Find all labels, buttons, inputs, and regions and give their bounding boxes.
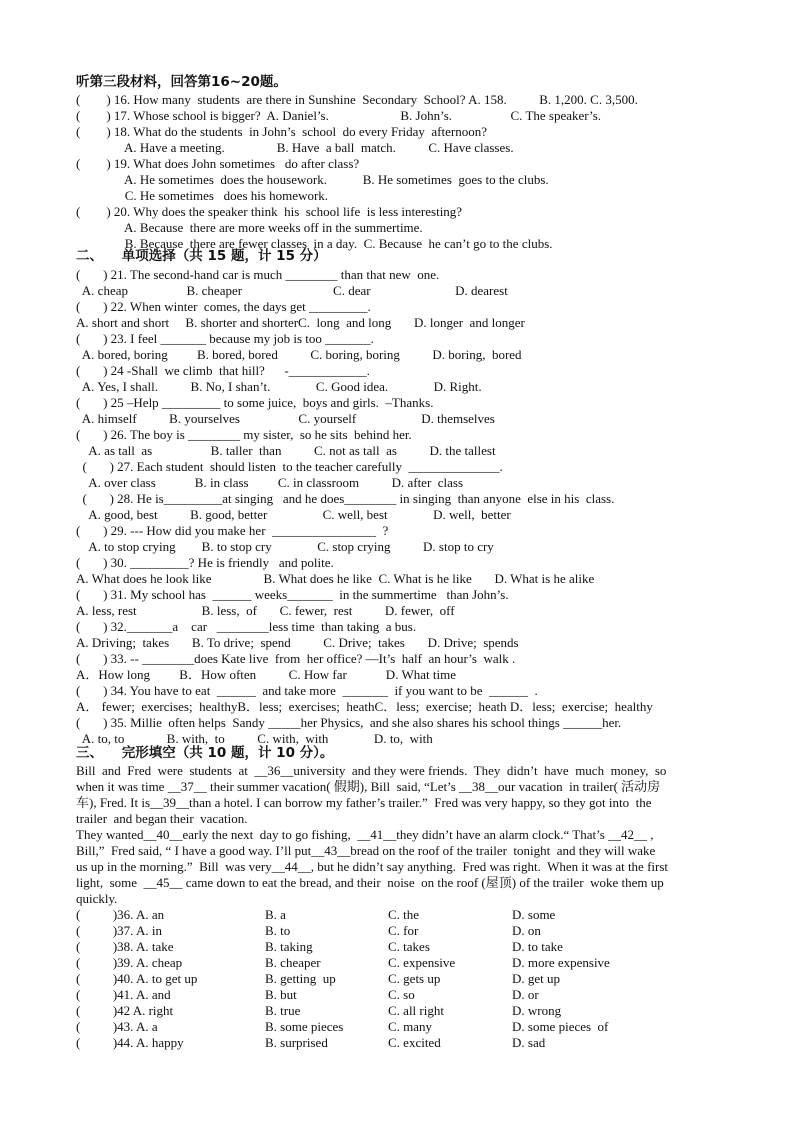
listening-line: A. Have a meeting. B. Have a ball match. C. Have classes. xyxy=(76,140,514,155)
question-options: A. himself B. yourselves C. yourself D. themselves xyxy=(76,411,495,426)
cloze-line: when it was time __37__ their summer vacation( 假期), Bill said, “Let’s __38__our vacation in trailer( 活动房 xyxy=(76,779,661,794)
cloze-option-d: D. some xyxy=(512,907,556,922)
question-options: A. good, best B. good, better C. well, best D. well, better xyxy=(76,507,511,522)
question-stem: ( ) 27. Each student should listen to the teacher carefully ______________. xyxy=(76,459,503,474)
cloze-option-row xyxy=(76,987,791,1003)
cloze-line: us up in the morning.” Bill was very__44__, but he didn’t say anything. Fred was right. When it was at the first xyxy=(76,859,669,874)
cloze-option-d: D. on xyxy=(512,923,541,938)
question-options: A. as tall as B. taller than C. not as tall as D. the tallest xyxy=(76,443,496,458)
question-options: A. What does he look like B. What does he like C. What is he like D. What is he alike xyxy=(76,571,595,586)
cloze-line: trailer and began their vacation. xyxy=(76,811,248,826)
cloze-option-num: ( )40. A. to get up xyxy=(76,971,198,986)
question-stem: ( ) 23. I feel _______ because my job is too _______. xyxy=(76,331,374,346)
question-options: A. cheap B. cheaper C. dear D. dearest xyxy=(76,283,508,298)
cloze-option-c: C. gets up xyxy=(388,971,441,986)
cloze-option-row xyxy=(76,907,791,923)
cloze-option-num: ( )42 A. right xyxy=(76,1003,174,1018)
question-stem: ( ) 34. You have to eat ______ and take more _______ if you want to be ______ . xyxy=(76,683,538,698)
question-options: A． fewer; exercises; healthyB．less; exercises; heathC．less; exercise; heath D．less; exercise; healthy xyxy=(76,699,653,714)
question-stem: ( ) 32._______a car ________less time than taking a bus. xyxy=(76,619,417,634)
cloze-line: Bill,” Fred said, “ I have a good way. I’ll put__43__bread on the roof of the trailer tonight and they will wake xyxy=(76,843,656,858)
cloze-option-row xyxy=(76,923,791,939)
cloze-option-b: B. some pieces xyxy=(265,1019,344,1034)
listening-line: ( ) 19. What does John sometimes do after class? xyxy=(76,156,360,171)
question-stem: ( ) 21. The second-hand car is much ________ than that new one. xyxy=(76,267,440,282)
cloze-option-d: D. wrong xyxy=(512,1003,562,1018)
question-stem: ( ) 25 –Help _________ to some juice, boys and girls. –Thanks. xyxy=(76,395,434,410)
question-stem: ( ) 33. -- ________does Kate live from her office? —It’s half an hour’s walk . xyxy=(76,651,516,666)
cloze-option-c: C. the xyxy=(388,907,420,922)
cloze-line: 车), Fred. It is__39__than a hotel. I can borrow my father’s trailer.” Fred was very happy, so they got into the xyxy=(76,795,652,810)
cloze-option-b: B. true xyxy=(265,1003,301,1018)
cloze-option-d: D. sad xyxy=(512,1035,546,1050)
cloze-option-num: ( )43. A. a xyxy=(76,1019,158,1034)
listening-line: ( ) 20. Why does the speaker think his school life is less interesting? xyxy=(76,204,463,219)
cloze-option-num: ( )39. A. cheap xyxy=(76,955,183,970)
question-stem: ( ) 26. The boy is ________ my sister, so he sits behind her. xyxy=(76,427,412,442)
question-options: A. over class B. in class C. in classroom D. after class xyxy=(76,475,464,490)
cloze-line: They wanted__40__early the next day to go fishing, __41__they didn’t have an alarm clock.“ That’s __42__ , xyxy=(76,827,654,842)
cloze-option-c: C. many xyxy=(388,1019,433,1034)
listening-line: A. He sometimes does the housework. B. He sometimes goes to the clubs. xyxy=(76,172,549,187)
question-options: A. less, rest B. less, of C. fewer, rest D. fewer, off xyxy=(76,603,455,618)
question-options: A．How long B．How often C. How far D. What time xyxy=(76,667,456,682)
cloze-option-d: D. get up xyxy=(512,971,561,986)
question-stem: ( ) 22. When winter comes, the days get _________. xyxy=(76,299,371,314)
listening-line: ( ) 16. How many students are there in Sunshine Secondary School? A. 158. B. 1,200. C. 3,500. xyxy=(76,92,638,107)
cloze-option-b: B. to xyxy=(265,923,291,938)
cloze-option-row xyxy=(76,955,791,971)
question-stem: ( ) 30. _________? He is friendly and polite. xyxy=(76,555,334,570)
cloze-option-num: ( )41. A. and xyxy=(76,987,171,1002)
cloze-option-b: B. but xyxy=(265,987,297,1002)
cloze-option-b: B. surprised xyxy=(265,1035,328,1050)
cloze-option-num: ( )36. A. an xyxy=(76,907,165,922)
part3-title: 三、 完形填空（共 10 题，计 10 分）。 xyxy=(76,745,334,761)
cloze-option-c: C. so xyxy=(388,987,415,1002)
cloze-line: light, some __45__ came down to eat the bread, and their noise on the roof (屋顶) of the trailer woke them up xyxy=(76,875,664,890)
cloze-option-c: C. expensive xyxy=(388,955,456,970)
cloze-option-row xyxy=(76,1003,791,1019)
cloze-option-num: ( )44. A. happy xyxy=(76,1035,184,1050)
cloze-option-d: D. to take xyxy=(512,939,563,954)
cloze-option-b: B. getting up xyxy=(265,971,336,986)
question-options: A. Yes, I shall. B. No, I shan’t. C. Good idea. D. Right. xyxy=(76,379,482,394)
question-options: A. short and short B. shorter and shorterC. long and long D. longer and longer xyxy=(76,315,525,330)
cloze-line: Bill and Fred were students at __36__university and they were friends. They didn’t have much money, so xyxy=(76,763,667,778)
cloze-option-d: D. some pieces of xyxy=(512,1019,609,1034)
question-options: A. to stop crying B. to stop cry C. stop crying D. stop to cry xyxy=(76,539,494,554)
question-stem: ( ) 24 -Shall we climb that hill? -____________. xyxy=(76,363,370,378)
listening-line: A. Because there are more weeks off in the summertime. xyxy=(76,220,423,235)
cloze-option-row xyxy=(76,971,791,987)
question-stem: ( ) 35. Millie often helps Sandy _____her Physics, and she also shares his school things ______her. xyxy=(76,715,622,730)
part2-title: 二、 单项选择（共 15 题，计 15 分） xyxy=(76,248,327,264)
cloze-option-num: ( )38. A. take xyxy=(76,939,174,954)
cloze-option-row xyxy=(76,939,791,955)
cloze-option-num: ( )37. A. in xyxy=(76,923,162,938)
question-options: A. Driving; takes B. To drive; spend C. Drive; takes D. Drive; spends xyxy=(76,635,519,650)
cloze-option-d: D. or xyxy=(512,987,539,1002)
cloze-option-d: D. more expensive xyxy=(512,955,610,970)
cloze-option-row xyxy=(76,1019,791,1035)
question-stem: ( ) 29. --- How did you make her ________________ ? xyxy=(76,523,389,538)
cloze-option-b: B. taking xyxy=(265,939,313,954)
cloze-option-row xyxy=(76,1035,791,1051)
cloze-option-c: C. takes xyxy=(388,939,430,954)
cloze-option-b: B. a xyxy=(265,907,286,922)
cloze-option-b: B. cheaper xyxy=(265,955,321,970)
listening-line: ( ) 17. Whose school is bigger? A. Daniel’s. B. John’s. C. The speaker’s. xyxy=(76,108,602,123)
listening-line: C. He sometimes does his homework. xyxy=(76,188,329,203)
question-stem: ( ) 31. My school has ______ weeks_______ in the summertime than John’s. xyxy=(76,587,509,602)
cloze-option-c: C. excited xyxy=(388,1035,441,1050)
listening-line: ( ) 18. What do the students in John’s school do every Friday afternoon? xyxy=(76,124,487,139)
question-options: A. to, to B. with, to C. with, with D. to, with xyxy=(76,731,433,746)
listening-line: B. Because there are fewer classes in a day. C. Because he can’t go to the clubs. xyxy=(76,236,553,251)
question-options: A. bored, boring B. bored, bored C. boring, boring D. boring, bored xyxy=(76,347,522,362)
question-stem: ( ) 28. He is_________at singing and he does________ in singing than anyone else in his class. xyxy=(76,491,615,506)
cloze-option-c: C. for xyxy=(388,923,419,938)
cloze-option-c: C. all right xyxy=(388,1003,444,1018)
cloze-line: quickly. xyxy=(76,891,118,906)
section3-title: 听第三段材料，回答第16~20题。 xyxy=(76,74,287,90)
